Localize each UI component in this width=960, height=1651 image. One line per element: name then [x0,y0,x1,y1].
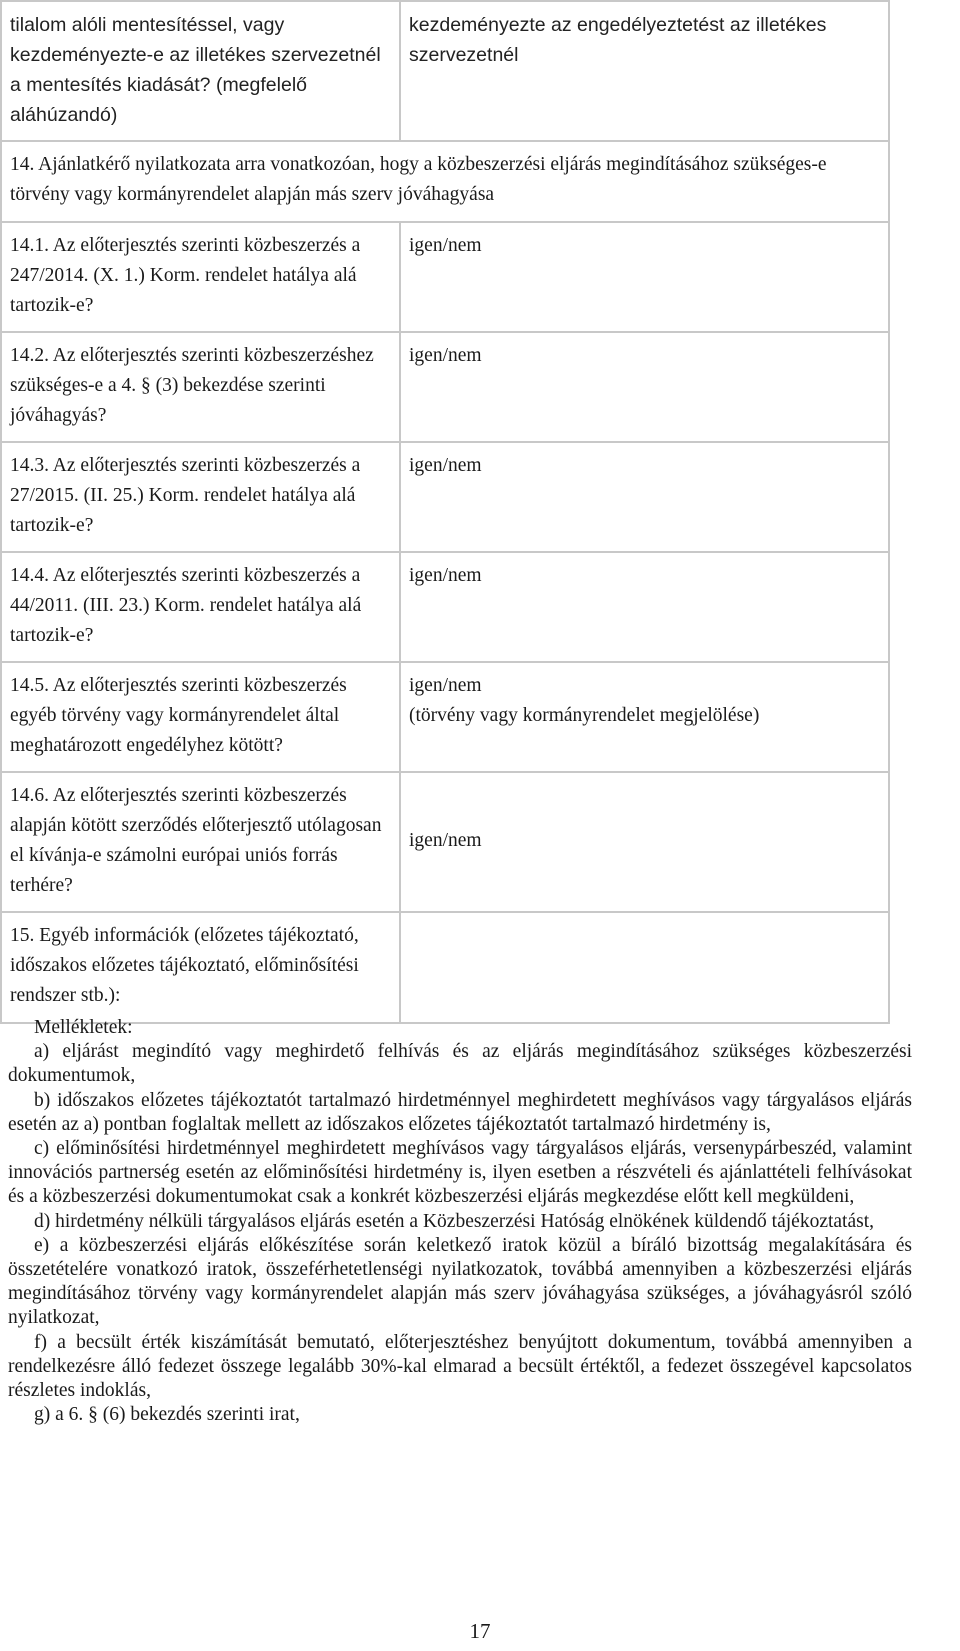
table-row [1,912,889,1023]
item-14-4-answer: igen/nem [400,552,889,662]
attachment-item-a: a) eljárást megindító vagy meghirdető felhívás és az eljárás megindításához szükséges közbeszerzési dokumentumok, [8,1041,912,1087]
table-row [1,332,889,442]
top-row-right-cell: kezdeményezte az engedélyeztetést az illetékes szervezetnél [400,1,889,141]
attachments-title: Mellékletek: [34,1017,133,1038]
section-15-label: 15. Egyéb információk (előzetes tájékoztató, időszakos előzetes tájékoztató, előminősítési rendszer stb.): [1,912,400,1023]
attachment-item-c: c) előminősítési hirdetménnyel meghirdetett meghívásos vagy tárgyalásos eljárás, versenypárbeszéd, valamint innovációs partnerség esetén az előminősítési hirdetmény is, ilyen esetben a részvételi és ajánlattételi felhívásokat és a közbeszerzési dokumentumokat csak a konkrét közbeszerzési eljárás megkezdése előtt kell megküldeni, [8,1138,912,1208]
item-14-1-question: 14.1. Az előterjesztés szerinti közbeszerzés a 247/2014. (X. 1.) Korm. rendelet hatálya alá tartozik-e? [1,222,400,332]
item-14-5-note: (törvény vagy kormányrendelet megjelölése) [409,705,760,726]
table-row [1,552,889,662]
table-row [1,141,889,222]
item-14-6-question: 14.6. Az előterjesztés szerinti közbeszerzés alapján kötött szerződés előterjesztő utólagosan el kívánja-e számolni európai uniós forrás terhére? [1,772,400,912]
section-14-heading: 14. Ajánlatkérő nyilatkozata arra vonatkozóan, hogy a közbeszerzési eljárás megindításához szükséges-e törvény vagy kormányrendelet alapján más szerv jóváhagyása [1,141,889,222]
attachment-item-g: g) a 6. § (6) bekezdés szerinti irat, [34,1404,300,1426]
item-14-3-answer: igen/nem [400,442,889,552]
top-row-left-cell: tilalom alóli mentesítéssel, vagy kezdeményezte-e az illetékes szervezetnél a mentesítés kiadását? (megfelelő aláhúzandó) [1,1,400,141]
attachment-item-d: d) hirdetmény nélküli tárgyalásos eljárás esetén a Közbeszerzési Hatóság elnökének küldendő tájékoztatást, [34,1210,874,1232]
attachment-item-e: e) a közbeszerzési eljárás előkészítése során keletkező iratok közül a bíráló bizottság megalakítására és összetételére vonatkozó iratok, összeférhetetlenségi nyilatkozatok, továbbá amennyiben a közbeszerzési eljárás megindításához törvény vagy kormányrendelet alapján más szerv jóváhagyása szükséges, a jóváhagyásról szóló nyilatkozat, [8,1234,912,1329]
attachments-section [8,1016,912,1427]
attachment-item-f: f) a becsült érték kiszámítását bemutató, előterjesztéshez benyújtott dokumentum, továbbá amennyiben a rendelkezésre álló fedezet összege legalább 30%-kal elmarad a becsült értéktől, a fedezet összegével kapcsolatos részletes indoklás, [8,1331,912,1402]
attachment-item-b: b) időszakos előzetes tájékoztatót tartalmazó hirdetménnyel meghirdetett meghívásos vagy tárgyalásos eljárás esetén az a) pontban foglaltak mellett az időszakos előzetes tájékoztatót tartalmazó hirdetmény is, [8,1089,912,1135]
table-row [1,662,889,772]
item-14-2-question: 14.2. Az előterjesztés szerinti közbeszerzéshez szükséges-e a 4. § (3) bekezdése szerinti jóváhagyás? [1,332,400,442]
table-row [1,772,889,912]
item-14-1-answer: igen/nem [400,222,889,332]
item-14-4-question: 14.4. Az előterjesztés szerinti közbeszerzés a 44/2011. (III. 23.) Korm. rendelet hatálya alá tartozik-e? [1,552,400,662]
item-14-3-question: 14.3. Az előterjesztés szerinti közbeszerzés a 27/2015. (II. 25.) Korm. rendelet hatálya alá tartozik-e? [1,442,400,552]
table-row [1,442,889,552]
item-14-6-answer: igen/nem [409,830,482,851]
table-row [1,1,889,141]
item-14-6-answer-cell [400,772,889,912]
item-14-5-answer: igen/nem [409,675,482,696]
item-14-5-question: 14.5. Az előterjesztés szerinti közbeszerzés egyéb törvény vagy kormányrendelet által meghatározott engedélyhez kötött? [1,662,400,772]
item-14-2-answer: igen/nem [400,332,889,442]
page-number: 17 [469,1619,491,1643]
section-15-value [400,912,889,1023]
table-row [1,222,889,332]
item-14-5-answer-cell [400,662,889,772]
